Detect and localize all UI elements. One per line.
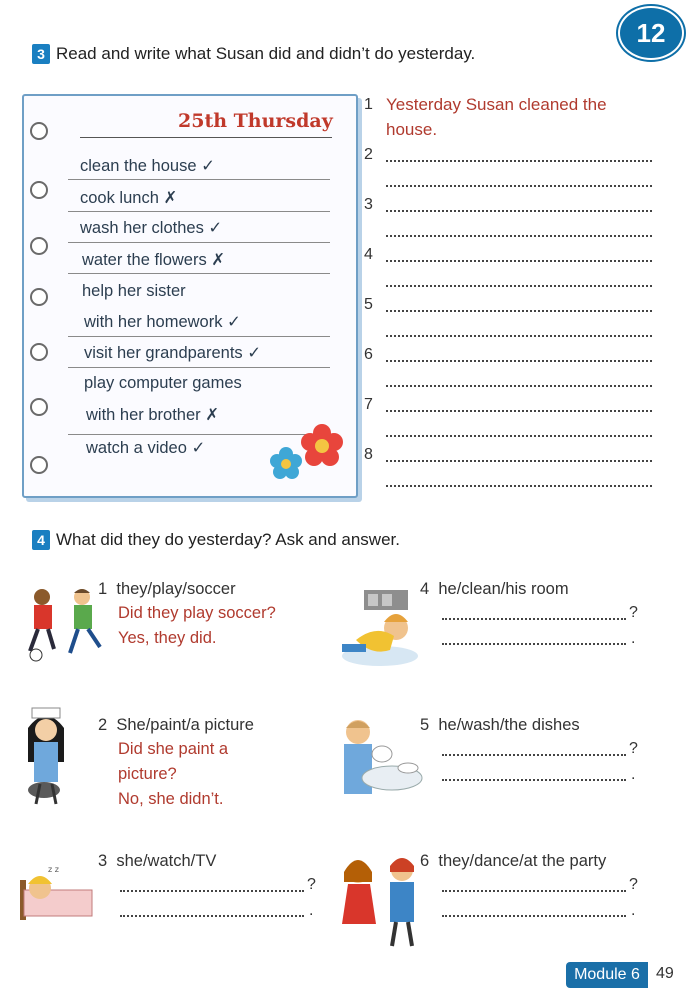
binder-ring-icon xyxy=(30,122,48,140)
exercise-4-heading xyxy=(32,530,400,550)
full-stop: . xyxy=(631,766,636,783)
answer-line[interactable] xyxy=(386,185,652,187)
question-mark: ? xyxy=(629,876,638,893)
binder-ring-icon xyxy=(30,456,48,474)
item-6-prompt-text: they/dance/at the party xyxy=(438,852,607,870)
diary-rule xyxy=(68,179,330,180)
item-1-prompt xyxy=(98,580,236,599)
item-5-prompt xyxy=(420,716,580,735)
item-1-prompt-text: they/play/soccer xyxy=(116,580,236,598)
man-washing-dishes-illustration xyxy=(330,716,426,808)
diary-date-underline xyxy=(80,137,332,138)
diary-task: play computer games xyxy=(84,374,242,392)
item-6-number: 6 xyxy=(420,852,430,870)
answer-number: 2 xyxy=(364,146,373,163)
item-3-number: 3 xyxy=(98,852,108,870)
answer-number: 6 xyxy=(364,346,373,363)
binder-ring-icon xyxy=(30,181,48,199)
answer-number: 3 xyxy=(364,196,373,213)
answer-number: 5 xyxy=(364,296,373,313)
answer-line[interactable] xyxy=(386,435,652,437)
answer-line[interactable] xyxy=(386,335,652,337)
item-2-answer: No, she didn’t. xyxy=(118,790,224,808)
page-number-badge xyxy=(618,6,684,60)
diary-rule xyxy=(68,211,330,212)
item-5-question-line[interactable] xyxy=(442,754,626,756)
full-stop: . xyxy=(631,630,636,647)
item-5-answer-line[interactable] xyxy=(442,779,626,781)
item-6-answer-line[interactable] xyxy=(442,915,626,917)
item-2-question-line-2: picture? xyxy=(118,765,177,783)
diary-task: visit her grandparents ✓ xyxy=(84,344,262,362)
diary-rule xyxy=(68,273,330,274)
item-1-question: Did they play soccer? xyxy=(118,604,276,622)
soccer-kids-illustration xyxy=(18,585,110,665)
item-4-answer-line[interactable] xyxy=(442,643,626,645)
question-mark: ? xyxy=(307,876,316,893)
item-4-question-line[interactable] xyxy=(442,618,626,620)
diary-task: clean the house ✓ xyxy=(80,157,215,175)
item-3-question-line[interactable] xyxy=(120,890,304,892)
module-label: Module 6 xyxy=(574,966,640,983)
page-number: 49 xyxy=(656,965,674,982)
exercise-4-title: What did they do yesterday? Ask and answer. xyxy=(56,530,400,549)
binder-ring-icon xyxy=(30,237,48,255)
item-3-prompt-text: she/watch/TV xyxy=(116,852,217,870)
answer-line[interactable] xyxy=(386,460,652,462)
example-answer-line-2: house. xyxy=(386,120,438,139)
item-5-number: 5 xyxy=(420,716,430,734)
example-answer-line-1: Yesterday Susan cleaned the xyxy=(386,95,607,114)
diary-task: wash her clothes ✓ xyxy=(80,219,223,237)
answer-number: 4 xyxy=(364,246,373,263)
diary-task: watch a video ✓ xyxy=(86,439,206,457)
answer-line[interactable] xyxy=(386,385,652,387)
item-2-number: 2 xyxy=(98,716,108,734)
answer-number: 8 xyxy=(364,446,373,463)
diary-task: cook lunch ✗ xyxy=(80,189,178,207)
question-mark: ? xyxy=(629,604,638,621)
sleeping-child-illustration xyxy=(16,860,96,924)
answer-number: 7 xyxy=(364,396,373,413)
answer-line[interactable] xyxy=(386,410,652,412)
diary-task: with her homework ✓ xyxy=(84,313,241,331)
item-3-prompt xyxy=(98,852,216,871)
answer-line[interactable] xyxy=(386,360,652,362)
diary-rule xyxy=(68,242,330,243)
module-badge xyxy=(566,962,648,988)
answer-line[interactable] xyxy=(386,235,652,237)
binder-ring-icon xyxy=(30,343,48,361)
item-4-prompt-text: he/clean/his room xyxy=(438,580,569,598)
exercise-3-title: Read and write what Susan did and didn’t do yesterday. xyxy=(56,44,476,63)
answer-line[interactable] xyxy=(386,310,652,312)
item-4-number: 4 xyxy=(420,580,430,598)
item-1-number: 1 xyxy=(98,580,108,598)
answer-number: 1 xyxy=(364,96,373,113)
diary-task: with her brother ✗ xyxy=(86,406,220,424)
page-badge-number: 12 xyxy=(636,17,666,48)
answer-line[interactable] xyxy=(386,485,652,487)
dancing-couple-illustration xyxy=(330,852,430,950)
exercise-3-number: 3 xyxy=(32,44,50,64)
item-2-prompt xyxy=(98,716,254,735)
diary-task: help her sister xyxy=(82,282,186,300)
answer-line[interactable] xyxy=(386,210,652,212)
diary-date: 25th Thursday xyxy=(178,110,333,132)
item-4-prompt xyxy=(420,580,569,599)
answer-line[interactable] xyxy=(386,160,652,162)
svg-text:z z: z z xyxy=(48,865,59,874)
answer-line[interactable] xyxy=(386,260,652,262)
item-1-answer: Yes, they did. xyxy=(118,629,217,647)
item-2-prompt-text: She/paint/a picture xyxy=(116,716,254,734)
item-6-prompt xyxy=(420,852,606,871)
question-mark: ? xyxy=(629,740,638,757)
diary-rule xyxy=(68,336,330,337)
binder-ring-icon xyxy=(30,398,48,416)
exercise-3-heading xyxy=(32,44,475,64)
diary-rule xyxy=(68,367,330,368)
item-6-question-line[interactable] xyxy=(442,890,626,892)
full-stop: . xyxy=(309,902,314,919)
answer-line[interactable] xyxy=(386,285,652,287)
item-2-question-line-1: Did she paint a xyxy=(118,740,229,758)
diary-task: water the flowers ✗ xyxy=(82,251,226,269)
flowers-icon xyxy=(264,416,350,490)
binder-ring-icon xyxy=(30,288,48,306)
girl-painting-illustration xyxy=(20,706,72,808)
boy-cleaning-room-illustration xyxy=(334,584,424,668)
full-stop: . xyxy=(631,902,636,919)
item-5-prompt-text: he/wash/the dishes xyxy=(438,716,580,734)
item-3-answer-line[interactable] xyxy=(120,915,304,917)
exercise-4-number: 4 xyxy=(32,530,50,550)
